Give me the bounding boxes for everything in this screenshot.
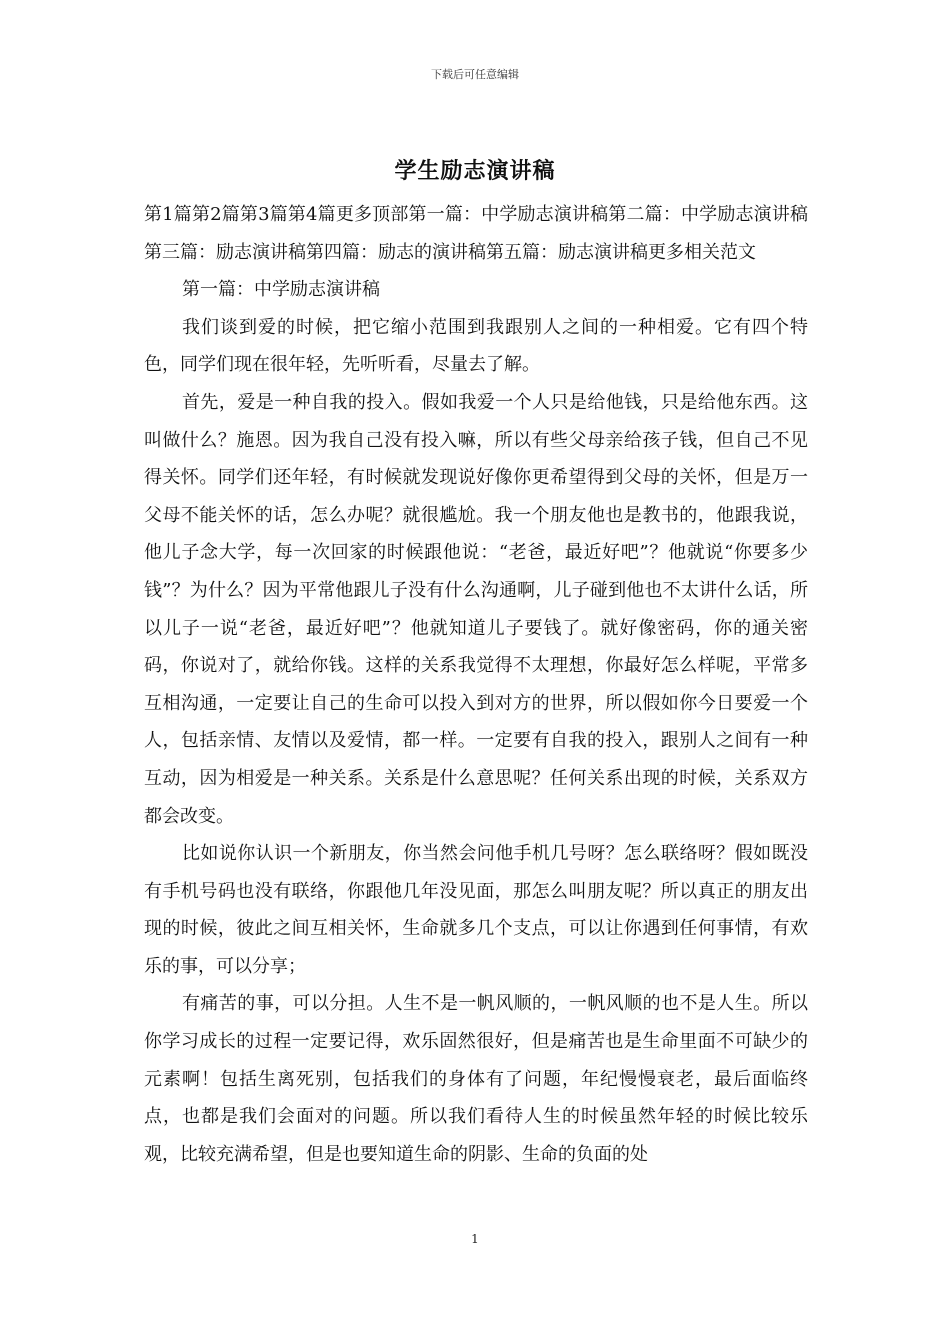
paragraph: 比如说你认识一个新朋友，你当然会问他手机几号呀？怎么联络呀？假如既没有手机号码也没有联络，你跟他几年没见面，那怎么叫朋友呢？所以真正的朋友出现的时候，彼此之间互相关怀，生命就多几个支点，可以让你遇到任何事情，有欢乐的事，可以分享；	[144, 843, 808, 977]
document-body	[144, 196, 808, 1173]
paragraph: 有痛苦的事，可以分担。人生不是一帆风顺的，一帆风顺的也不是人生。所以你学习成长的过程一定要记得，欢乐固然很好，但是痛苦也是生命里面不可缺少的元素啊！包括生离死别，包括我们的身体有了问题，年纪慢慢衰老，最后面临终点，也都是我们会面对的问题。所以我们看待人生的时候虽然年轻的时候比较乐观，比较充满希望，但是也要知道生命的阴影、生命的负面的处	[144, 993, 808, 1165]
section-heading: 第一篇：中学励志演讲稿	[182, 279, 380, 301]
document-title: 学生励志演讲稿	[394, 158, 556, 184]
table-of-contents: 第1篇第2篇第3篇第4篇更多顶部第一篇：中学励志演讲稿第二篇：中学励志演讲稿第三篇：励志演讲稿第四篇：励志的演讲稿第五篇：励志演讲稿更多相关范文	[144, 204, 808, 263]
paragraph: 我们谈到爱的时候，把它缩小范围到我跟别人之间的一种相爱。它有四个特色，同学们现在很年轻，先听听看，尽量去了解。	[144, 316, 808, 376]
paragraph: 首先，爱是一种自我的投入。假如我爱一个人只是给他钱，只是给他东西。这叫做什么？施恩。因为我自己没有投入嘛，所以有些父母亲给孩子钱，但自己不见得关怀。同学们还年轻，有时候就发现说好像你更希望得到父母的关怀，但是万一父母不能关怀的话，怎么办呢？就很尴尬。我一个朋友他也是教书的，他跟我说，他儿子念大学，每一次回家的时候跟他说：“老爸，最近好吧”？他就说“你要多少钱”？为什么？因为平常他跟儿子没有什么沟通啊，儿子碰到他也不太讲什么话，所以儿子一说“老爸，最近好吧”？他就知道儿子要钱了。就好像密码，你的通关密码，你说对了，就给你钱。这样的关系我觉得不太理想，你最好怎么样呢，平常多互相沟通，一定要让自己的生命可以投入到对方的世界，所以假如你今日要爱一个人，包括亲情、友情以及爱情，都一样。一定要有自我的投入，跟别人之间有一种互动，因为相爱是一种关系。关系是什么意思呢？任何关系出现的时候，关系双方都会改变。	[144, 391, 808, 827]
page-number: 1	[471, 1232, 479, 1246]
page-header-note: 下载后可任意编辑	[431, 68, 519, 81]
